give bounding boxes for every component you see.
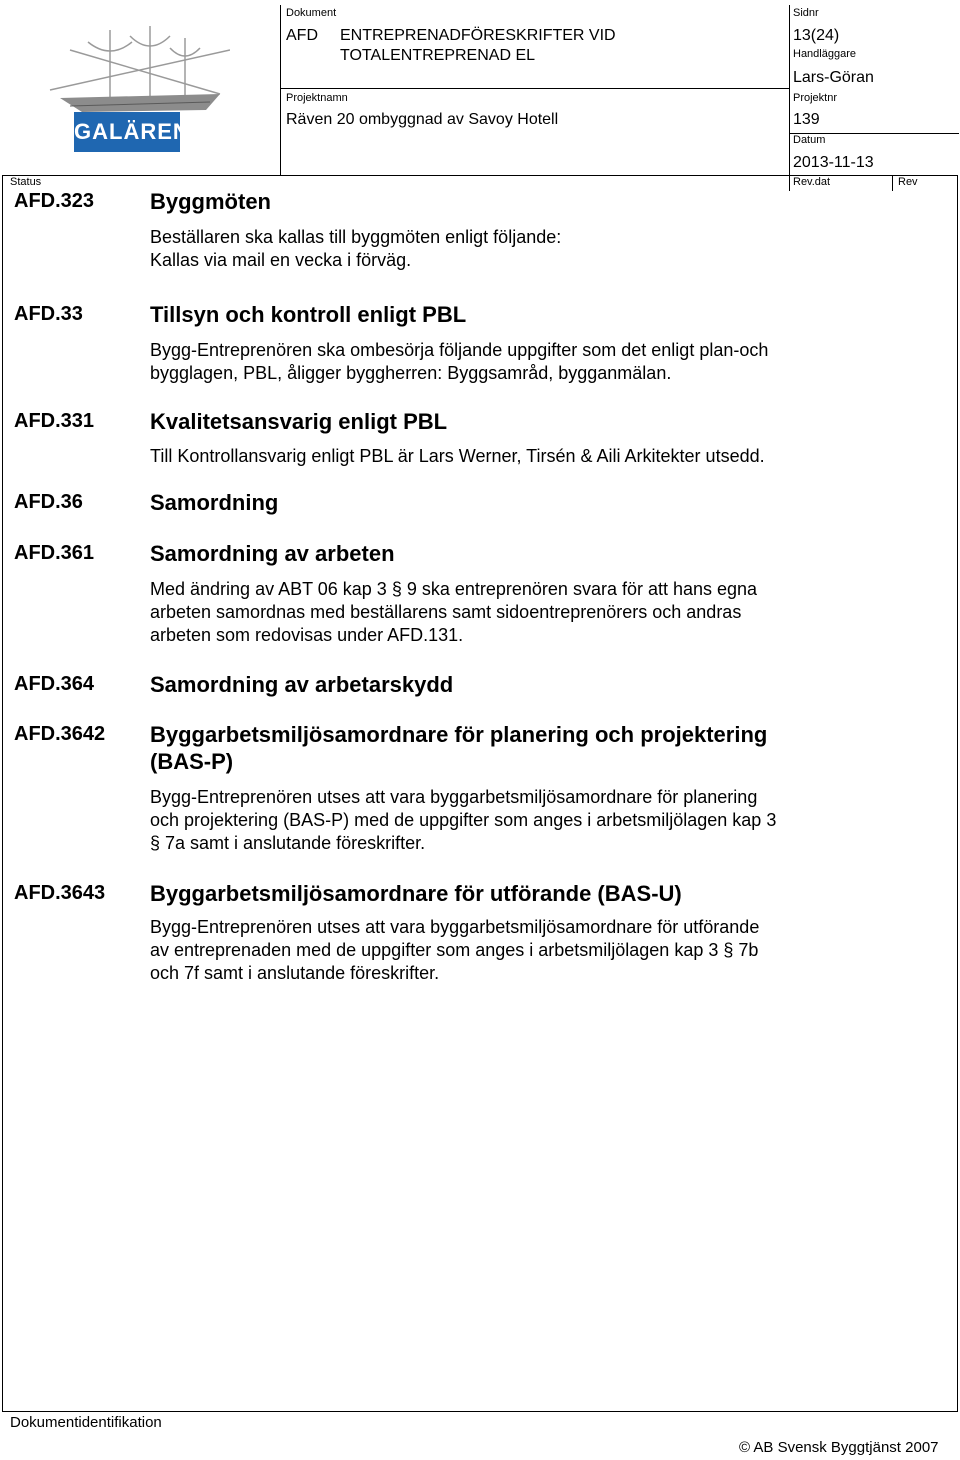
- text-line: och 7f samt i anslutande föreskrifter.: [150, 963, 440, 983]
- text-line: bygglagen, PBL, åligger byggherren: Byggsamråd, bygganmälan.: [150, 363, 672, 383]
- handlaggare-value: Lars-Göran: [793, 69, 874, 86]
- section-title-continued: (BAS-P): [150, 749, 234, 774]
- page-frame-left: [2, 175, 3, 1411]
- text-line: Med ändring av ABT 06 kap 3 § 9 ska entreprenören svara för att hans egna: [150, 579, 758, 599]
- header-divider: [789, 5, 790, 191]
- datum-label: Datum: [793, 134, 826, 146]
- section-number: AFD.36: [14, 491, 83, 513]
- text-line: och projektering (BAS-P) med de uppgifter som anges i arbetsmiljölagen kap 3: [150, 810, 777, 830]
- projektnamn-label: Projektnamn: [286, 92, 348, 104]
- section-text: [150, 339, 768, 385]
- dokument-title-line2: TOTALENTREPRENAD EL: [340, 47, 536, 64]
- text-line: av entreprenaden med de uppgifter som anges i arbetsmiljölagen kap 3 § 7b: [150, 940, 759, 960]
- section-number: AFD.331: [14, 410, 95, 432]
- revdat-label: Rev.dat: [793, 176, 831, 188]
- ship-icon: [30, 20, 230, 116]
- dokumentidentifikation-label: Dokumentidentifikation: [10, 1414, 162, 1431]
- handlaggare-label: Handläggare: [793, 48, 856, 60]
- header-divider: [892, 175, 893, 191]
- page-frame-right: [957, 175, 958, 1411]
- section-title: Tillsyn och kontroll enligt PBL: [150, 302, 467, 327]
- text-line: Bygg-Entreprenören ska ombesörja följande uppgifter som det enligt plan-och: [150, 340, 769, 360]
- logo-text: GALÄREN: [74, 112, 180, 152]
- section-title: Samordning av arbeten: [150, 541, 395, 566]
- section-title: Byggarbetsmiljösamordnare för utförande (BAS-U): [150, 881, 682, 906]
- sidnr-label: Sidnr: [793, 7, 819, 19]
- dokument-code: AFD: [286, 27, 318, 44]
- section-text: [150, 916, 759, 985]
- text-line: arbeten som redovisas under AFD.131.: [150, 625, 464, 645]
- text-line: Kallas via mail en vecka i förväg.: [150, 250, 412, 270]
- text-line: Bygg-Entreprenören utses att vara byggarbetsmiljösamordnare för planering: [150, 787, 758, 807]
- section-number: AFD.33: [14, 303, 83, 325]
- copyright-text: © AB Svensk Byggtjänst 2007: [739, 1439, 939, 1456]
- section-number: AFD.361: [14, 542, 95, 564]
- section-number: AFD.3643: [14, 882, 106, 904]
- text-line: Beställaren ska kallas till byggmöten enligt följande:: [150, 227, 562, 247]
- section-title: Samordning: [150, 490, 279, 515]
- page-frame-bottom: [2, 1411, 958, 1412]
- datum-value: 2013-11-13: [793, 154, 874, 171]
- dokument-label: Dokument: [286, 7, 337, 19]
- projektnamn-value: Räven 20 ombyggnad av Savoy Hotell: [286, 111, 559, 128]
- text-line: Bygg-Entreprenören utses att vara byggarbetsmiljösamordnare för utförande: [150, 917, 760, 937]
- text-line: arbeten samordnas med beställarens samt sidoentreprenörers och andras: [150, 602, 742, 622]
- section-text: [150, 445, 765, 468]
- status-label: Status: [10, 176, 42, 188]
- section-title: Byggarbetsmiljösamordnare för planering och projektering: [150, 722, 768, 747]
- header-divider: [280, 88, 790, 89]
- dokument-title-line1: ENTREPRENADFÖRESKRIFTER VID: [340, 27, 616, 44]
- section-text: [150, 226, 561, 272]
- section-title: Kvalitetsansvarig enligt PBL: [150, 409, 448, 434]
- projektnr-label: Projektnr: [793, 92, 838, 104]
- section-number: AFD.3642: [14, 723, 106, 745]
- section-text: [150, 578, 757, 647]
- section-number: AFD.364: [14, 673, 95, 695]
- section-text: [150, 786, 776, 855]
- section-title: Samordning av arbetarskydd: [150, 672, 454, 697]
- sidnr-value: 13(24): [793, 27, 840, 44]
- text-line: § 7a samt i anslutande föreskrifter.: [150, 833, 426, 853]
- text-line: Till Kontrollansvarig enligt PBL är Lars Werner, Tirsén & Aili Arkitekter utsedd.: [150, 446, 765, 466]
- section-number: AFD.323: [14, 190, 95, 212]
- section-title: Byggmöten: [150, 189, 271, 214]
- rev-label: Rev: [898, 176, 918, 188]
- header-divider: [280, 5, 281, 175]
- projektnr-value: 139: [793, 111, 820, 128]
